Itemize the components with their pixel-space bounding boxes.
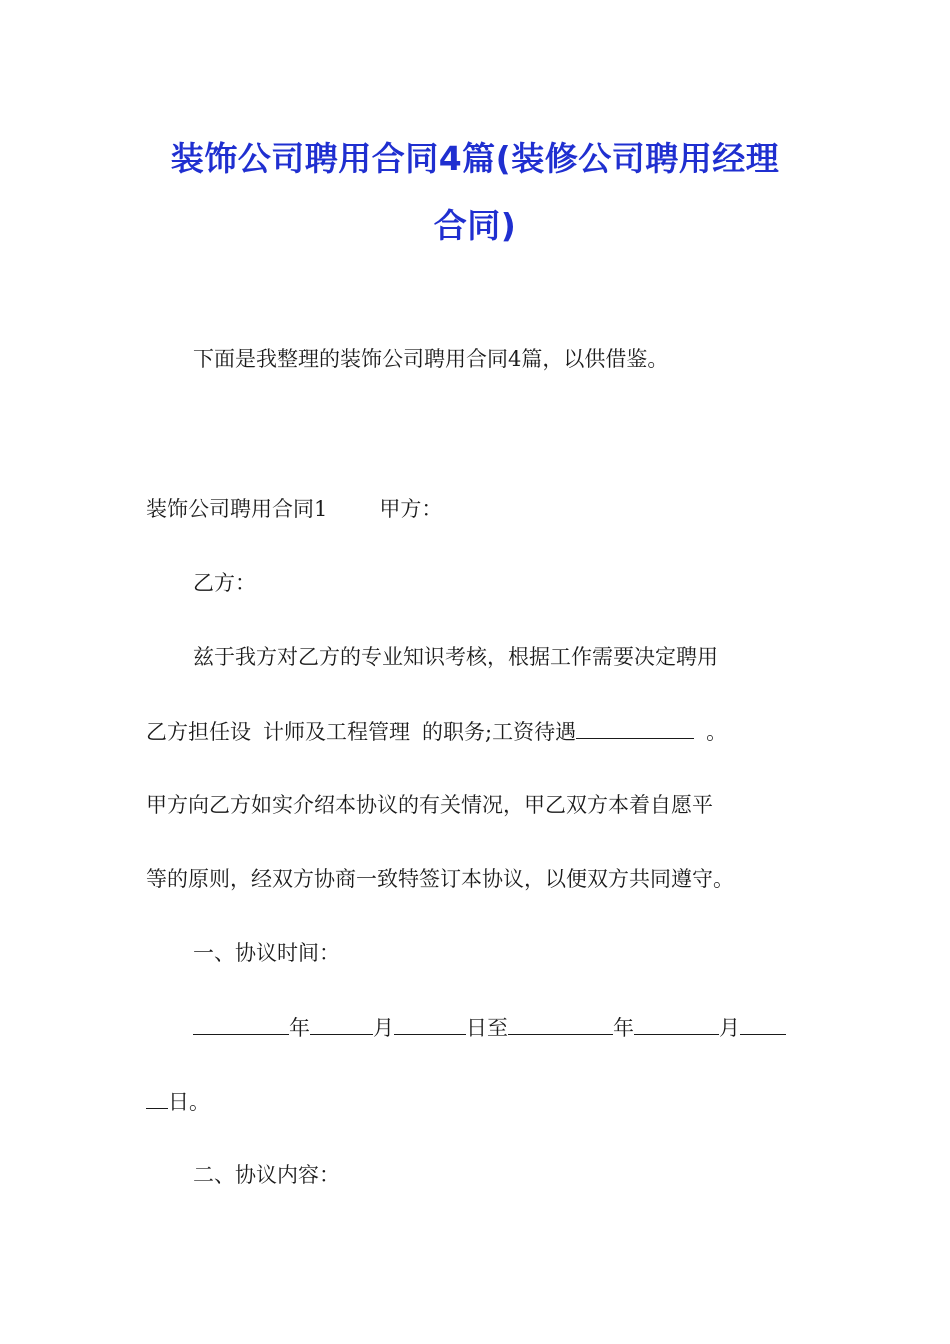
- section-2-heading: 二、协议内容：: [193, 1163, 340, 1187]
- start-month-label: 月: [373, 1016, 394, 1040]
- start-month-blank: [310, 1012, 373, 1035]
- end-year-blank: [508, 1012, 613, 1035]
- end-day-blank-part-2: [146, 1086, 168, 1109]
- party-a-label: 甲方：: [379, 497, 443, 521]
- start-day-blank: [394, 1012, 466, 1035]
- intro-paragraph: 下面是我整理的装饰公司聘用合同4篇，以供借鉴。: [193, 347, 669, 371]
- para1-line-3: 甲方向乙方如实介绍本协议的有关情况，甲乙双方本着自愿平: [146, 793, 713, 817]
- section-1-heading: 一、协议时间：: [193, 941, 340, 965]
- contract-1-heading-row: [146, 494, 442, 524]
- para1-line-4: 等的原则，经双方协商一致特签订本协议，以便双方共同遵守。: [146, 867, 734, 891]
- end-day-label: 日。: [168, 1090, 210, 1114]
- para1-line-2-part-c: 的职务;工资待遇: [422, 720, 577, 744]
- salary-blank-line: [576, 716, 694, 739]
- start-day-to-label: 日至: [466, 1016, 508, 1040]
- end-month-blank: [634, 1012, 719, 1035]
- para1-line-2: [146, 716, 727, 747]
- agreement-period-line-1: [193, 1012, 786, 1043]
- end-month-label: 月: [719, 1016, 740, 1040]
- para1-line-2-end: 。: [706, 720, 728, 744]
- start-year-blank: [193, 1012, 289, 1035]
- agreement-period-line-2: [146, 1086, 210, 1117]
- para1-line-2-part-b: 计师及工程管理: [263, 720, 410, 744]
- end-year-label: 年: [613, 1016, 634, 1040]
- para1-line-1: 兹于我方对乙方的专业知识考核，根据工作需要决定聘用: [193, 645, 718, 669]
- start-year-label: 年: [289, 1016, 310, 1040]
- party-b-label: 乙方：: [193, 571, 256, 595]
- para1-line-2-part-a: 乙方担任设: [146, 720, 251, 744]
- end-day-blank-part-1: [740, 1012, 786, 1035]
- document-title-line-1: 装饰公司聘用合同4篇(装修公司聘用经理: [170, 139, 780, 178]
- document-title-line-2: 合同): [433, 206, 517, 245]
- contract-1-heading: 装饰公司聘用合同1: [146, 497, 328, 521]
